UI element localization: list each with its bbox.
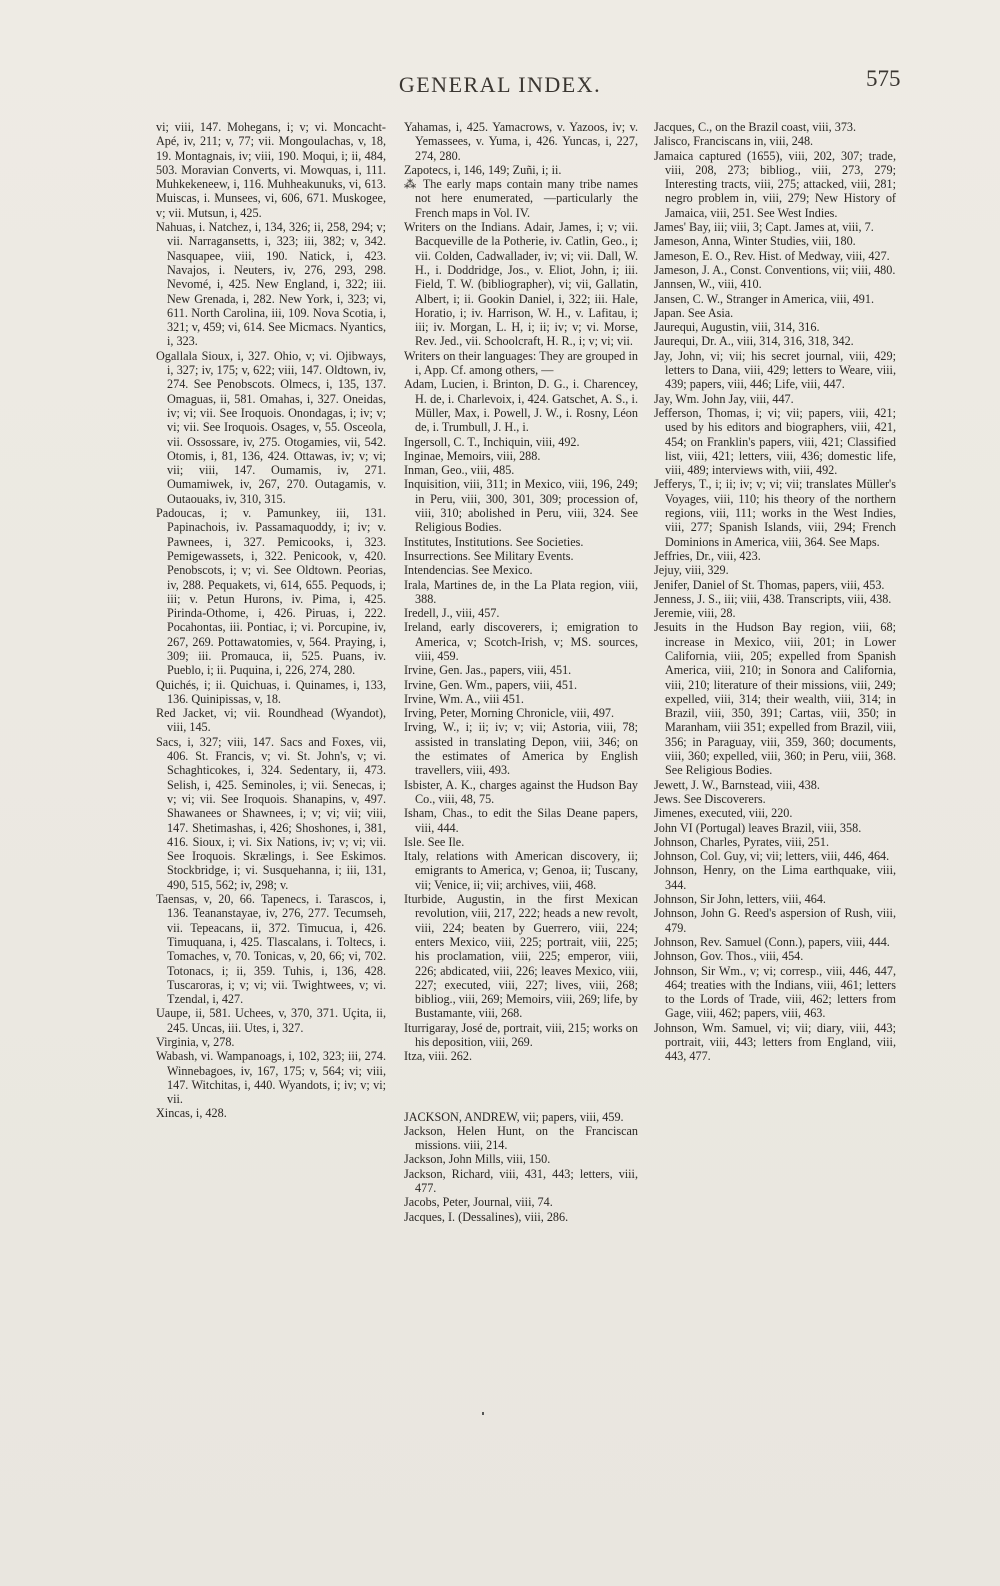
index-entry: Jejuy, viii, 329. xyxy=(654,563,729,578)
index-entry: Jaurequi, Augustin, viii, 314, 316. xyxy=(654,320,820,335)
index-entry: Jefferson, Thomas, i; vi; vii; papers, viii, 421; used by his editors and biographers, viii, 421, 454; on Franklin's papers, viii, 421; Classified list, viii, 421; letters, viii, 436; domestic life, viii, 489; interviews with, viii, 492. xyxy=(654,405,896,478)
index-entry: Johnson, John G. Reed's aspersion of Rush, viii, 479. xyxy=(654,906,896,935)
index-column-1 xyxy=(156,120,386,1121)
index-entry: Itza, viii. 262. xyxy=(404,1049,473,1064)
index-entry: Iturrigaray, José de, portrait, viii, 215; works on his deposition, viii, 269. xyxy=(404,1020,638,1049)
index-entry-section-j: JACKSON, ANDREW, vii; papers, viii, 459. xyxy=(404,1109,624,1124)
index-entry-writers-languages-list: Adam, Lucien, i. Brinton, D. G., i. Charencey, H. de, i. Charlevoix, i, 424. Gatschet, A. S., i. Müller, Max, i. Powell, J. W., i. Rosny, Léon de, i. Trumbull, J. H., i. xyxy=(404,377,638,435)
page-number: 575 xyxy=(866,66,901,91)
index-entry: Jameson, J. A., Const. Conventions, vii; viii, 480. xyxy=(654,262,896,277)
index-entry: Jeremie, viii, 28. xyxy=(654,606,736,621)
index-entry: Jews. See Discoverers. xyxy=(654,791,766,806)
index-entry: Jewett, J. W., Barnstead, viii, 438. xyxy=(654,777,820,792)
index-entry: Taensas, v, 20, 66. Tapenecs, i. Tarascos, i, 136. Teananstayae, iv, 276, 277. Tecumseh, vii. Tepeacans, ii, 372. Timucua, i, 426. Timuquana, i, 425. Tlascalans, i. Toltecs, i. Tomaches, v, 70. Tonicas, v, 20, 66; vi, 702. Totonacs, i; ii, 359. Tuhis, i, 136, 428. Tuscaroras, i; v; vi; vii. Twightwees, v; vi. Tzendal, i, 427. xyxy=(156,892,386,1007)
index-entry: Jefferys, T., i; ii; iv; v; vi; vii; translates Müller's Voyages, viii, 110; his theory of the northern regions, viii, 111; works in the West Indies, viii, 277; Spanish Islands, viii, 294; French Dominions in America, viii, 364. See Maps. xyxy=(654,477,896,549)
index-entry: Irving, Peter, Morning Chronicle, viii, 497. xyxy=(404,706,615,721)
index-entry: Johnson, Wm. Samuel, vi; vii; diary, viii, 443; portrait, viii, 443; letters from England, viii, 443, 477. xyxy=(654,1020,896,1064)
print-speck xyxy=(482,1412,484,1415)
index-entry: Japan. See Asia. xyxy=(654,305,734,320)
index-entry: Quichés, i; ii. Quichuas, i. Quinames, i, 133, 136. Quinipissas, v, 18. xyxy=(156,677,386,706)
index-entry: Jacques, C., on the Brazil coast, viii, 373. xyxy=(654,120,857,134)
index-column-2 xyxy=(404,120,638,1224)
index-entry: Uaupe, ii, 581. Uchees, v, 370, 371. Uçita, ii, 245. Uncas, iii. Utes, i, 327. xyxy=(156,1006,386,1035)
index-column-3 xyxy=(654,120,896,1064)
index-entry: Irvine, Gen. Jas., papers, viii, 451. xyxy=(404,663,572,678)
index-entry: Jackson, John Mills, viii, 150. xyxy=(404,1152,551,1167)
index-entry: Irvine, Gen. Wm., papers, viii, 451. xyxy=(404,677,578,692)
index-entry: Jenness, J. S., iii; viii, 438. Transcripts, viii, 438. xyxy=(654,591,892,606)
index-entry: Johnson, Sir Wm., v; vi; corresp., viii, 446, 447, 464; treaties with the Indians, viii, 461; letters to the Lords of Trade, viii, 462; letters from Gage, viii, 462; papers, viii, 463. xyxy=(654,963,896,1021)
index-entry: John VI (Portugal) leaves Brazil, viii, 358. xyxy=(654,820,862,835)
index-entry: Yahamas, i, 425. Yamacrows, v. Yazoos, iv; v. Yemassees, v. Yuma, i, 426. Yuncas, i, 227, 274, 280. xyxy=(404,120,638,163)
index-entry: Jamaica captured (1655), viii, 202, 307; trade, viii, 208, 273; bibliog., viii, 273, 279; Interesting tracts, viii, 275; attacked, viii, 281; negro problem in, viii, 279; New History of Jamaica, viii, 251. See West Indies. xyxy=(654,148,896,220)
index-entry: Jalisco, Franciscans in, viii, 248. xyxy=(654,134,814,149)
index-entry: Virginia, v, 278. xyxy=(156,1035,235,1049)
index-entry: Padoucas, i; v. Pamunkey, iii, 131. Papinachois, iv. Passamaquoddy, i; iv; v. Pawnees, i, 327. Pemicooks, i, 323. Pemigewassets, i, 322. Penicook, v, 420. Penobscots, i; v; vi. See Oldtown. Peorias, iv, 288. Pequakets, vi, 614, 655. Pequods, i; iii; v. Petun Hurons, iv. Pima, i, 425. Pirinda-Othome, i, 426. Piruas, i, 222. Pocahontas, iii. Pontiac, i; vi. Porcupine, iv, 267, 269. Pottawatomies, v, 564. Praying, i, 309; iii. Promauca, ii, 525. Puans, iv. Pueblo, i; ii. Puquina, i, 226, 274, 280. xyxy=(156,506,386,678)
running-head: GENERAL INDEX. xyxy=(398,72,602,97)
index-entry: Jimenes, executed, viii, 220. xyxy=(654,806,793,821)
index-entry: Jannsen, W., viii, 410. xyxy=(654,277,762,292)
index-entry: Isbister, A. K., charges against the Hudson Bay Co., viii, 48, 75. xyxy=(404,777,638,806)
index-entry: Ogallala Sioux, i, 327. Ohio, v; vi. Ojibways, i, 327; iv, 175; v, 622; viii, 147. Oldtown, iv, 274. See Penobscots. Olmecs, i, 135, 137. Omaguas, ii, 581. Omahas, i, 327. Oneidas, iv; vi; vii. See Iroquois. Onondagas, i; iv; v; vi; vii. See Iroquois. Osages, v, 55. Osceola, vii. Ossossare, iv, 275. Otogamies, vii, 542. Otomis, i, 81, 136, 424. Ottawas, iv; v; vi; vii; viii, 147. Oumamis, iv, 271. Oumamiwek, iv, 267, 270. Outagamis, v. Outaouaks, iv, 310, 315. xyxy=(156,348,386,506)
index-entry: Iredell, J., viii, 457. xyxy=(404,606,500,621)
index-entry: Xincas, i, 428. xyxy=(156,1106,227,1121)
index-entry: Sacs, i, 327; viii, 147. Sacs and Foxes, vii, 406. St. Francis, v; vi. St. John's, v; vi. Schaghticokes, i, 324. Sedentary, ii, 473. Selish, i, 425. Seminoles, i; vii. Senecas, i; v; vi; vii. See Iroquois. Shanapins, v, 497. Shawanees or Shawnees, i; v; vi; vii; viii, 147. Shetimashas, i, 426; Shoshones, i, 381, 416. Sioux, i; vi. Six Nations, iv; v; vi; vii. See Iroquois. Skrælings, i. See Eskimos. Stockbridge, i; vi. Susquehanna, i; iii, 131, 490, 515, 562; iv, 298; v. xyxy=(156,734,386,892)
index-entry: Ingersoll, C. T., Inchiquin, viii, 492. xyxy=(404,434,580,449)
index-entry: Zapotecs, i, 146, 149; Zuñi, i; ii. xyxy=(404,162,562,177)
index-entry: Isham, Chas., to edit the Silas Deane papers, viii, 444. xyxy=(404,806,638,835)
index-entry: Irala, Martines de, in the La Plata region, viii, 388. xyxy=(404,577,638,606)
index-entry: Johnson, Charles, Pyrates, viii, 251. xyxy=(654,834,830,849)
index-entry: Nahuas, i. Natchez, i, 134, 326; ii, 258, 294; v; vii. Narragansetts, i, 323; iii, 382; v, 342. Nasquapee, viii, 190. Natick, i, 423. Navajos, i. Neuters, iv, 276, 293, 298. Nevomé, i, 425. New England, i, 322; iii. New Grenada, i, 282. New York, i, 323; vi, 611. North Carolina, iii, 109. Nova Scotia, i, 321; v, 459; vi, 614. See Micmacs. Nyantics, i, 323. xyxy=(156,220,386,349)
index-note: ⁂ The early maps contain many tribe names not here enumerated, —particularly the French maps in Vol. IV. xyxy=(404,177,638,220)
index-entry: Jay, Wm. John Jay, viii, 447. xyxy=(654,391,794,406)
index-entry: Jameson, E. O., Rev. Hist. of Medway, viii, 427. xyxy=(654,248,890,263)
index-entry: Red Jacket, vi; vii. Roundhead (Wyandot), viii, 145. xyxy=(156,706,386,735)
index-entry: Ireland, early discoverers, i; emigration to America, v; Scotch-Irish, v; MS. sources, viii, 459. xyxy=(404,620,638,663)
index-entry: Johnson, Gov. Thos., viii, 454. xyxy=(654,949,804,964)
index-entry: Insurrections. See Military Events. xyxy=(404,548,574,563)
index-entry: vi; viii, 147. Mohegans, i; v; vi. Moncacht-Apé, iv, 211; v, 77; vii. Mongoulachas, v, 18, 19. Montagnais, iv; viii, 190. Moqui, i; ii, 484, 503. Moravian Converts, vi. Mowquas, i, 111. Muhkekeneew, i, 116. Muhheakunuks, vi, 613. Muiscas, i. Munsees, vi, 606, 671. Muskogee, v; vii. Mutsun, i, 425. xyxy=(156,120,386,220)
index-entry: Jansen, C. W., Stranger in America, viii, 491. xyxy=(654,291,875,306)
index-entry: Italy, relations with American discovery, ii; emigrants to America, v; Genoa, ii; Tuscany, vii; Venice, ii; vii; archives, viii, 468. xyxy=(404,849,638,892)
index-entry: Irvine, Wm. A., viii 451. xyxy=(404,691,524,706)
index-entry: Inquisition, viii, 311; in Mexico, viii, 196, 249; in Peru, viii, 300, 301, 309; procession of, viii, 310; abolished in Peru, viii, 324. See Religious Bodies. xyxy=(404,477,638,535)
index-entry: Intendencias. See Mexico. xyxy=(404,563,533,578)
index-entry: Jesuits in the Hudson Bay region, viii, 68; increase in Mexico, viii, 201; in Lower California, viii, 205; expelled from Spanish America, viii, 210; in Sonora and California, viii, 210; literature of their missions, viii, 249; expelled, viii, 314; their wealth, viii, 314; in Brazil, viii, 350, 391; Cartas, viii, 350; in Maranham, viii 351; expelled from Brazil, viii, 356; in Paraguay, viii, 359, 360; documents, viii, 360; expelled, viii, 360; in Peru, viii, 368. See Religious Bodies. xyxy=(654,620,896,778)
index-entry: Wabash, vi. Wampanoags, i, 102, 323; iii, 274. Winnebagoes, iv, 167, 175; v, 564; vi; viii, 147. Witchitas, i, 440. Wyandots, i; iv; v; vi; vii. xyxy=(156,1049,386,1107)
index-entry: Jacobs, Peter, Journal, viii, 74. xyxy=(404,1195,553,1210)
index-entry: Jay, John, vi; vii; his secret journal, viii, 429; letters to Dana, viii, 429; letters to Weare, viii, 439; papers, viii, 446; Life, viii, 447. xyxy=(654,348,896,392)
index-entry: Johnson, Henry, on the Lima earthquake, viii, 344. xyxy=(654,863,896,892)
index-entry: Jaurequi, Dr. A., viii, 314, 316, 318, 342. xyxy=(654,334,854,349)
index-entry-writers-indians: Writers on the Indians. Adair, James, i; v; vii. Bacqueville de la Potherie, iv. Catlin, Geo., i; vii. Colden, Cadwallader, iv; vi; vii. Dall, W. H., i. Doddridge, Jos., v. Eliot, John, i; iii. Field, T. W. (bibliographer), vi; vii, Gallatin, Albert, i; ii. Gookin Daniel, i, 322; iii. Hale, Horatio, i; iv. Harrison, W. H., v. Lafitau, i; iii; iv. Morgan, L. H, i; ii; iv; v; vi. Morse, Rev. Jed., vii. Schoolcraft, H. R., i; v; vi; vii. xyxy=(404,220,638,349)
index-entry: Inman, Geo., viii, 485. xyxy=(404,463,515,478)
index-entry: Jackson, Helen Hunt, on the Franciscan missions. viii, 214. xyxy=(404,1123,638,1153)
index-entry: Jenifer, Daniel of St. Thomas, papers, viii, 453. xyxy=(654,577,885,592)
index-entry: Iturbide, Augustin, in the first Mexican revolution, viii, 217, 222; heads a new revolt, viii, 224; beaten by Guerrero, viii, 224; enters Mexico, viii, 225; portrait, viii, 225; his proclamation, viii, 225; emperor, viii, 226; abdicated, viii, 226; leaves Mexico, viii, 227; executed, viii, 227; lives, viii, 268; bibliog., viii, 269; Memoirs, viii, 269; life, by Bustamante, viii, 268. xyxy=(404,892,638,1021)
index-entry: Johnson, Rev. Samuel (Conn.), papers, viii, 444. xyxy=(654,934,890,949)
index-entry: Inginae, Memoirs, viii, 288. xyxy=(404,448,541,463)
index-entry: Jacques, I. (Dessalines), viii, 286. xyxy=(404,1209,569,1224)
index-entry: Jameson, Anna, Winter Studies, viii, 180. xyxy=(654,234,856,249)
index-entry: Irving, W., i; ii; iv; v; vii; Astoria, viii, 78; assisted in translating Depon, viii, 346; on the estimates of America by English travellers, viii, 493. xyxy=(404,720,638,778)
index-entry: Jackson, Richard, viii, 431, 443; letters, viii, 477. xyxy=(404,1166,638,1196)
index-entry: Jeffries, Dr., viii, 423. xyxy=(654,548,761,563)
index-entry: Institutes, Institutions. See Societies. xyxy=(404,534,584,549)
index-entry: Johnson, Sir John, letters, viii, 464. xyxy=(654,892,826,907)
index-entry: James' Bay, iii; viii, 3; Capt. James at, viii, 7. xyxy=(654,220,874,235)
index-entry-writers-languages: Writers on their languages: They are grouped in i, App. Cf. among others, — xyxy=(404,348,638,378)
index-entry: Isle. See Ile. xyxy=(404,834,465,849)
index-entry: Johnson, Col. Guy, vi; vii; letters, viii, 446, 464. xyxy=(654,849,890,864)
